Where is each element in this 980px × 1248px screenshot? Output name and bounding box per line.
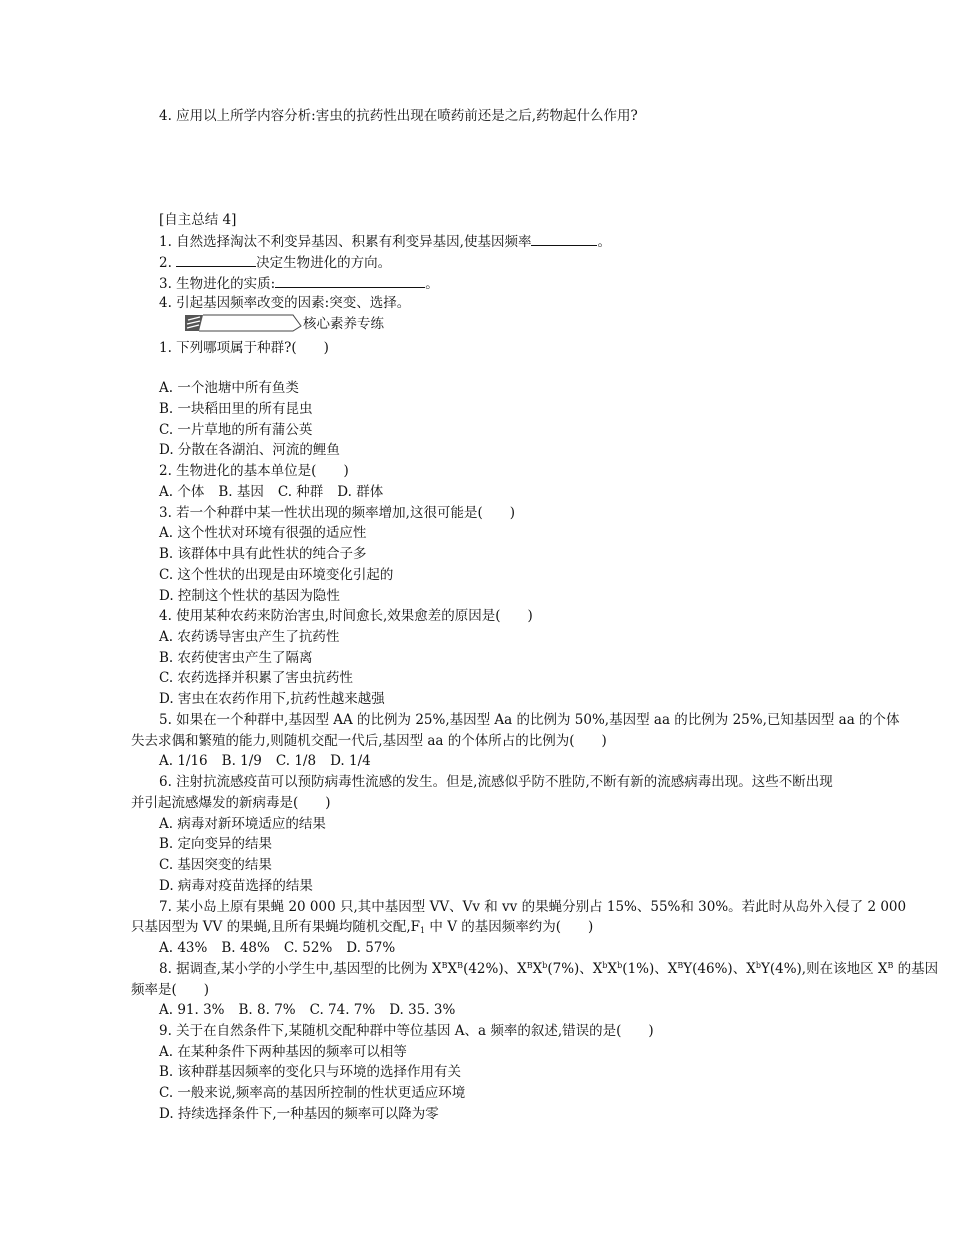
banner-graphic-icon	[185, 314, 305, 334]
q2-option-a[interactable]: A. 个体	[159, 484, 205, 500]
summary-line-2: 2. 决定生物进化的方向。	[159, 252, 391, 273]
q7-option-b[interactable]: B. 48%	[221, 940, 270, 956]
q1-option-d[interactable]: D. 分散在各湖泊、河流的鲤鱼	[159, 442, 340, 458]
q3-option-a[interactable]: A. 这个性状对环境有很强的适应性	[159, 525, 367, 541]
q6-option-a[interactable]: A. 病毒对新环境适应的结果	[159, 816, 326, 832]
q8-stem-line-2: 频率是( )	[131, 982, 210, 998]
q9-option-b[interactable]: B. 该种群基因频率的变化只与环境的选择作用有关	[159, 1064, 462, 1080]
q4-option-c[interactable]: C. 农药选择并积累了害虫抗药性	[159, 670, 353, 686]
q1-option-c[interactable]: C. 一片草地的所有蒲公英	[159, 422, 313, 438]
q9-option-a[interactable]: A. 在某种条件下两种基因的频率可以相等	[159, 1044, 407, 1060]
q1-option-a[interactable]: A. 一个池塘中所有鱼类	[159, 380, 299, 396]
q1-stem: 1. 下列哪项属于种群?( )	[159, 340, 329, 356]
q4-option-d[interactable]: D. 害虫在农药作用下,抗药性越来越强	[159, 691, 385, 707]
q6-stem-line-1: 6. 注射抗流感疫苗可以预防病毒性流感的发生。但是,流感似乎防不胜防,不断有新的流感病毒出现。这些不断出现	[159, 774, 833, 790]
q7-option-d[interactable]: D. 57%	[346, 940, 396, 956]
q7-option-a[interactable]: A. 43%	[159, 940, 208, 956]
intro-question-4: 4. 应用以上所学内容分析:害虫的抗药性出现在喷药前还是之后,药物起什么作用?	[159, 108, 638, 124]
section-banner	[185, 314, 395, 334]
q3-stem: 3. 若一个种群中某一性状出现的频率增加,这很可能是( )	[159, 505, 515, 521]
q9-option-d[interactable]: D. 持续选择条件下,一种基因的频率可以降为零	[159, 1106, 439, 1122]
q7-stem-line-1: 7. 某小岛上原有果蝇 20 000 只,其中基因型 VV、Vv 和 vv 的果蝇分别占 15%、55%和 30%。若此时从岛外入侵了 2 000	[159, 899, 907, 915]
summary-line-4: 4. 引起基因频率改变的因素:突变、选择。	[159, 295, 411, 311]
fill-blank-1[interactable]	[531, 231, 597, 246]
q5-stem-line-2: 失去求偶和繁殖的能力,则随机交配一代后,基因型 aa 的个体所占的比例为( )	[131, 733, 607, 749]
q5-option-c[interactable]: C. 1/8	[275, 753, 317, 769]
q5-options	[159, 751, 385, 771]
banner-label: 核心素养专练	[303, 316, 384, 332]
q3-option-b[interactable]: B. 该群体中具有此性状的纯合子多	[159, 546, 367, 562]
fill-blank-2[interactable]	[176, 252, 256, 267]
q2-option-b[interactable]: B. 基因	[218, 484, 264, 500]
q8-stem-line-1: 8. 据调查,某小学的小学生中,基因型的比例为 $X^BX^B(42\%)$、$X^BX^b(7\%)$、$X^bX^b(1\%)$、$X^BY(46\%)$、$X^bY(4\%)$,则在该地区 $X^B$ 的基因	[159, 961, 939, 977]
q1-option-b[interactable]: B. 一块稻田里的所有昆虫	[159, 401, 313, 417]
q8-option-c[interactable]: C. 74. 7%	[309, 1002, 376, 1018]
q5-option-d[interactable]: D. 1/4	[330, 753, 371, 769]
summary-title: [自主总结 4]	[159, 212, 237, 228]
q5-stem-line-1: 5. 如果在一个种群中,基因型 AA 的比例为 25%,基因型 Aa 的比例为 50%,基因型 aa 的比例为 25%,已知基因型 aa 的个体	[159, 712, 900, 728]
q7-stem-line-2: 只基因型为 VV 的果蝇,且所有果蝇均随机交配$,F_1$ 中 V 的基因频率约为( )	[131, 919, 594, 935]
q2-option-c[interactable]: C. 种群	[277, 484, 324, 500]
q7-option-c[interactable]: C. 52%	[283, 940, 333, 956]
q4-stem: 4. 使用某种农药来防治害虫,时间愈长,效果愈差的原因是( )	[159, 608, 533, 624]
q6-option-d[interactable]: D. 病毒对疫苗选择的结果	[159, 878, 313, 894]
q2-options	[159, 482, 397, 502]
q8-option-d[interactable]: D. 35. 3%	[389, 1002, 456, 1018]
q9-stem: 9. 关于在自然条件下,某随机交配种群中等位基因 A、a 频率的叙述,错误的是( )	[159, 1023, 654, 1039]
q2-option-d[interactable]: D. 群体	[337, 484, 384, 500]
q8-option-a[interactable]: A. 91. 3%	[159, 1002, 225, 1018]
q6-option-c[interactable]: C. 基因突变的结果	[159, 857, 272, 873]
summary-line-3: 3. 生物进化的实质: 。	[159, 273, 439, 294]
q6-stem-line-2: 并引起流感爆发的新病毒是( )	[131, 795, 331, 811]
q4-option-a[interactable]: A. 农药诱导害虫产生了抗药性	[159, 629, 340, 645]
q5-option-a[interactable]: A. 1/16	[159, 753, 208, 769]
q5-option-b[interactable]: B. 1/9	[221, 753, 262, 769]
q8-option-b[interactable]: B. 8. 7%	[238, 1002, 296, 1018]
q3-option-c[interactable]: C. 这个性状的出现是由环境变化引起的	[159, 567, 394, 583]
summary-line-1: 1. 自然选择淘汰不利变异基因、积累有利变异基因,使基因频率 。	[159, 231, 611, 252]
q4-option-b[interactable]: B. 农药使害虫产生了隔离	[159, 650, 313, 666]
q6-option-b[interactable]: B. 定向变异的结果	[159, 836, 273, 852]
q8-options	[159, 1000, 469, 1020]
q7-options	[159, 938, 409, 958]
fill-blank-3[interactable]	[275, 273, 425, 288]
q9-option-c[interactable]: C. 一般来说,频率高的基因所控制的性状更适应环境	[159, 1085, 466, 1101]
q3-option-d[interactable]: D. 控制这个性状的基因为隐性	[159, 588, 340, 604]
q2-stem: 2. 生物进化的基本单位是( )	[159, 463, 349, 479]
